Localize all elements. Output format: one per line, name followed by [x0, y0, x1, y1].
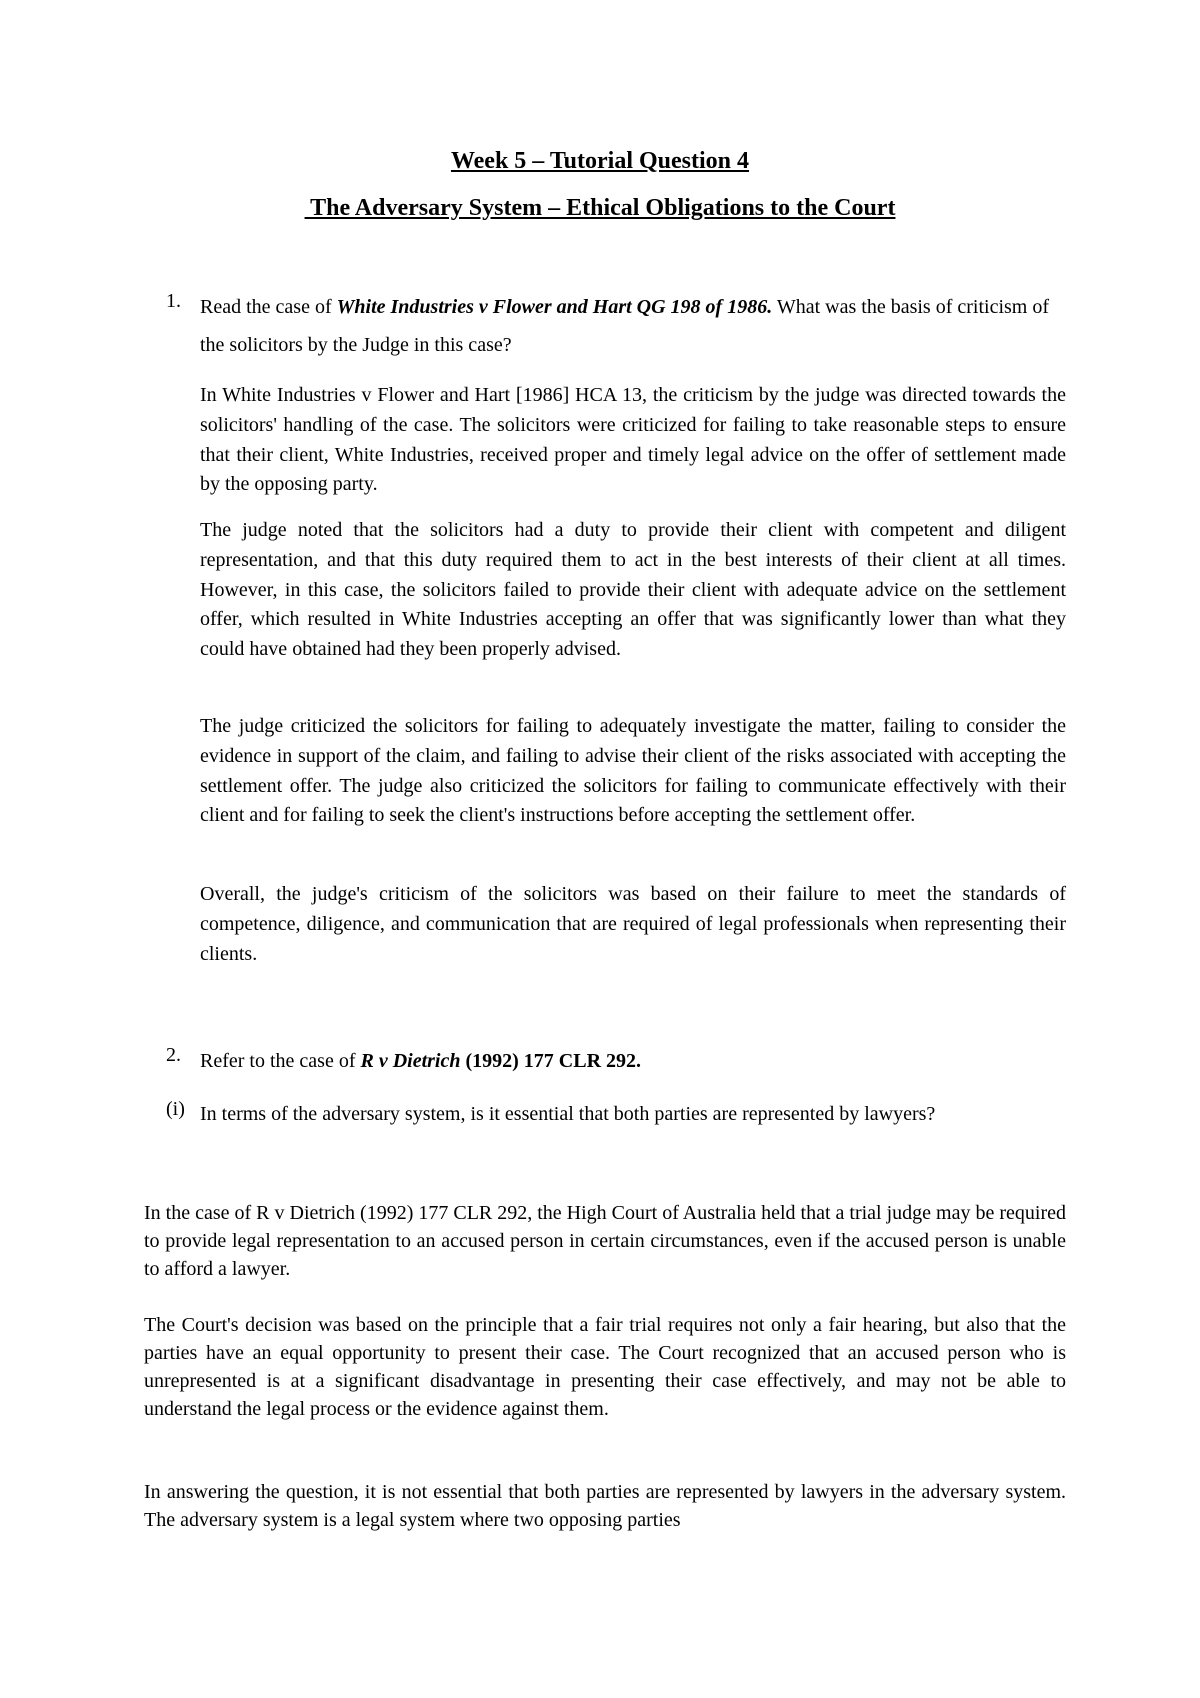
question-2-text: [200, 1042, 1066, 1080]
question-1-text: [200, 288, 1066, 364]
answer-1-paragraph-2: The judge noted that the solicitors had a duty to provide their client with competent and diligent representation, and that this duty required them to act in the best interests of their client at all times. However, in this case, the solicitors failed to provide their client with adequate advice on the settlement offer, which resulted in White Industries accepting an offer that was significantly lower than what they could have obtained had they been properly advised.: [200, 519, 1066, 661]
answer-2-paragraph-3: In answering the question, it is not essential that both parties are represented by lawyers in the adversary system. The adversary system is a legal system where two opposing parties: [144, 1481, 1066, 1531]
page-subtitle: The Adversary System – Ethical Obligations to the Court: [304, 195, 896, 221]
question-2-number: 2.: [166, 1044, 181, 1066]
page-title: Week 5 – Tutorial Question 4: [450, 148, 750, 174]
answer-1-paragraph-3: The judge criticized the solicitors for failing to adequately investigate the matter, failing to consider the evidence in support of the claim, and failing to advise their client of the risks associated with accepting the settlement offer. The judge also criticized the solicitors for failing to communicate effectively with their client and for failing to seek the client's instructions before accepting the settlement offer.: [200, 715, 1066, 827]
question-1-number: 1.: [166, 290, 181, 312]
answer-1-paragraph-1: In White Industries v Flower and Hart [1986] HCA 13, the criticism by the judge was directed towards the solicitors' handling of the case. The solicitors were criticized for failing to take reasonable steps to ensure that their client, White Industries, received proper and timely legal advice on the offer of settlement made by the opposing party.: [200, 384, 1066, 496]
answer-1-paragraph-4: Overall, the judge's criticism of the solicitors was based on their failure to meet the standards of competence, diligence, and communication that are required of legal professionals when representing their clients.: [200, 883, 1066, 965]
question-1-prefix: Read the case of: [200, 296, 337, 318]
answer-2-paragraph-1: In the case of R v Dietrich (1992) 177 CLR 292, the High Court of Australia held that a trial judge may be required to provide legal representation to an accused person in certain circumstances, even if the accused person is unable to afford a lawyer.: [144, 1202, 1066, 1280]
answer-2-paragraph-2: The Court's decision was based on the principle that a fair trial requires not only a fair hearing, but also that the parties have an equal opportunity to present their case. The Court recognized that an accused person who is unrepresented is at a significant disadvantage in presenting their case effectively, and may not be able to understand the legal process or the evidence against them.: [144, 1314, 1066, 1420]
question-1-case-name: White Industries v Flower and Hart QG 198 of 1986.: [336, 296, 773, 318]
question-2-case-name: R v Dietrich: [360, 1050, 461, 1072]
question-2-citation: (1992) 177 CLR 292.: [460, 1050, 642, 1072]
question-1-suffix: What was the basis of criticism of the solicitors by the Judge in this case?: [200, 296, 1050, 356]
question-2-sub-number: (i): [166, 1098, 185, 1120]
question-2-prefix: Refer to the case of: [200, 1050, 361, 1072]
question-2-sub-question: In terms of the adversary system, is it essential that both parties are represented by lawyers?: [200, 1103, 936, 1125]
